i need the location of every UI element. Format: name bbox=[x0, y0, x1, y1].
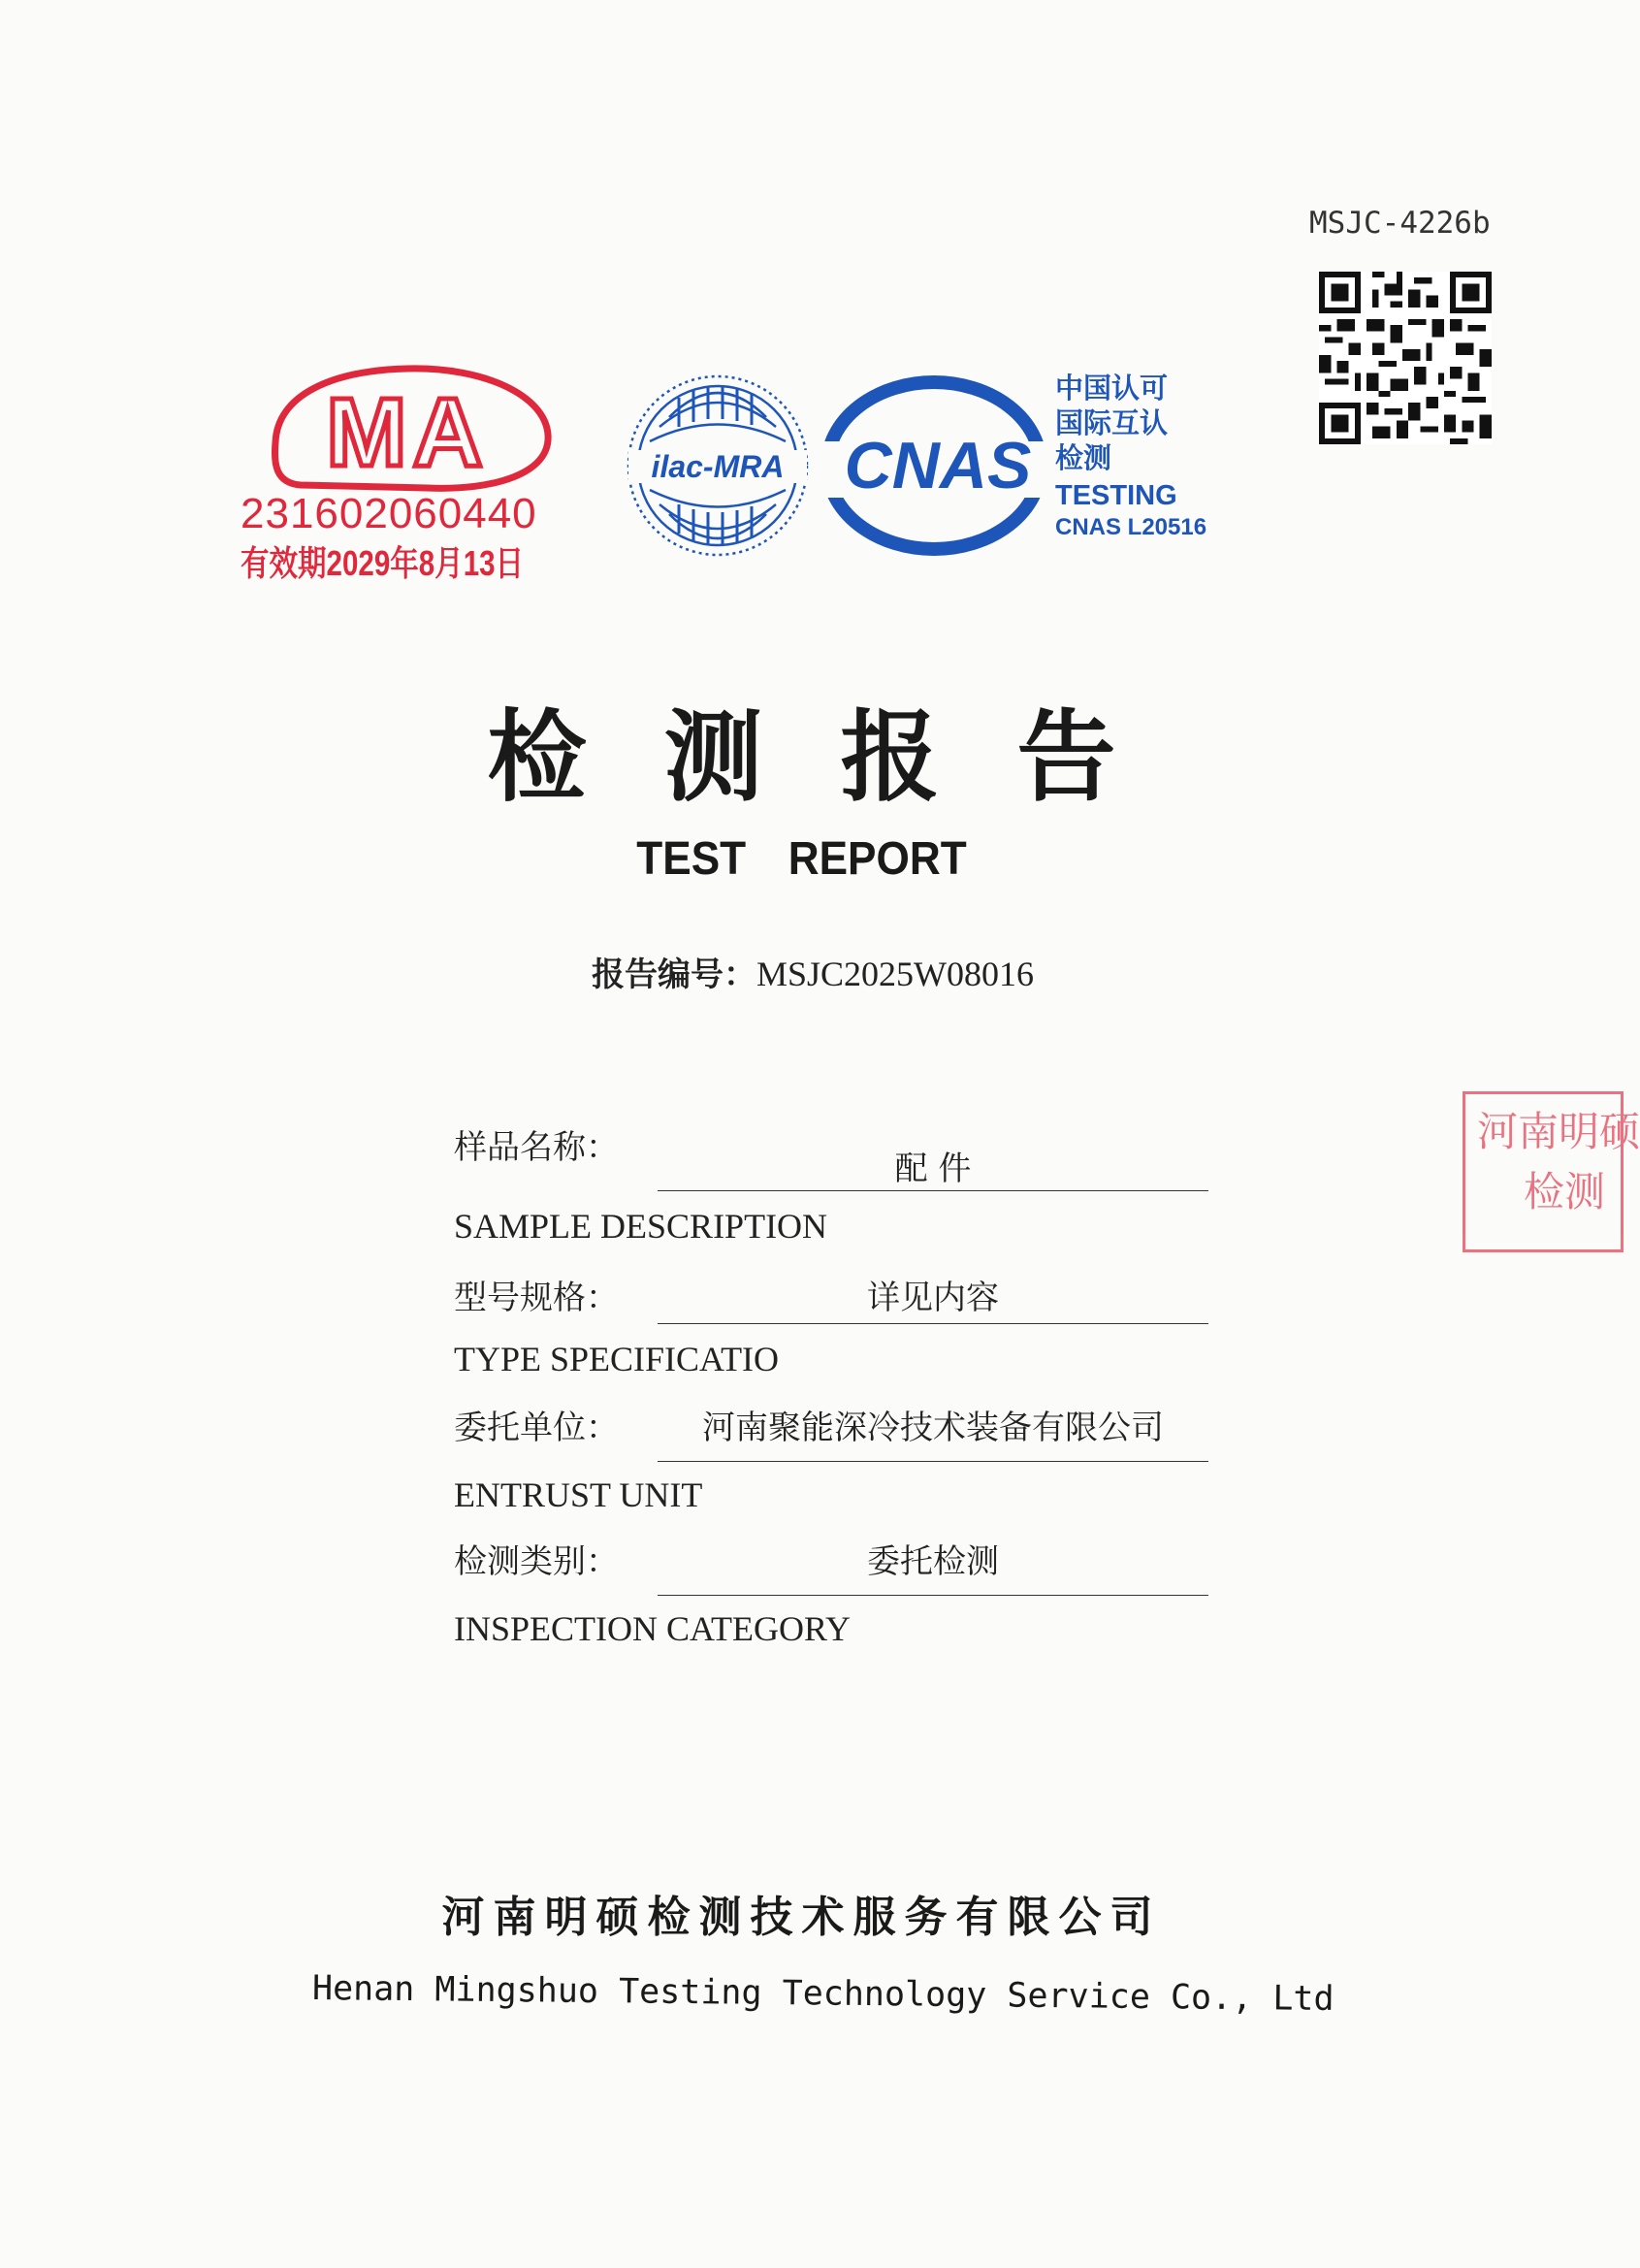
seal-line2: 检测 bbox=[1524, 1168, 1606, 1215]
cma-number: 231602060440 bbox=[241, 490, 537, 537]
field-value: 河南聚能深冷技术装备有限公司 bbox=[702, 1409, 1164, 1447]
cnas-mark: CNAS bbox=[844, 429, 1032, 502]
field-label-cn: 委托单位： bbox=[454, 1409, 619, 1447]
report-number bbox=[592, 948, 1034, 995]
cnas-line4: TESTING bbox=[1055, 480, 1177, 511]
field-underline bbox=[658, 1323, 1208, 1324]
seal-line1: 河南明硕 bbox=[1477, 1108, 1640, 1155]
field-value: 委托检测 bbox=[867, 1542, 999, 1581]
cnas-line2: 国际互认 bbox=[1055, 408, 1169, 439]
field-label-en: ENTRUST UNIT bbox=[454, 1475, 703, 1514]
field-label-en: INSPECTION CATEGORY bbox=[454, 1609, 852, 1648]
report-number-label: 报告编号： bbox=[592, 956, 756, 994]
company-seal bbox=[1463, 1091, 1640, 1252]
cnas-code: CNAS L20516 bbox=[1055, 514, 1207, 540]
company-name-cn: 河南明硕检测技术服务有限公司 bbox=[441, 1893, 1162, 1942]
cnas-line3: 检测 bbox=[1055, 443, 1112, 474]
field-label-en: SAMPLE DESCRIPTION bbox=[454, 1207, 828, 1246]
field-underline bbox=[658, 1595, 1208, 1596]
company-name-en: Henan Mingshuo Testing Technology Service Co., Ltd bbox=[311, 1969, 1335, 2020]
field-label-en: TYPE SPECIFICATIO bbox=[454, 1340, 780, 1378]
field-underline bbox=[658, 1190, 1208, 1191]
field-underline bbox=[658, 1461, 1208, 1462]
cma-validity: 有效期2029年8月13日 bbox=[241, 543, 525, 583]
cnas-line1: 中国认可 bbox=[1055, 373, 1169, 405]
report-title-cn: 检测报告 bbox=[487, 699, 1194, 816]
field-label-cn: 型号规格： bbox=[454, 1279, 619, 1317]
report-title-en: TEST REPORT bbox=[636, 833, 967, 885]
qr-code-icon bbox=[1319, 272, 1492, 444]
report-number-value: MSJC2025W08016 bbox=[756, 955, 1035, 993]
field-label-cn: 检测类别： bbox=[454, 1542, 619, 1581]
cnas-accreditation-text bbox=[1055, 372, 1210, 542]
cma-mark: MA bbox=[326, 378, 489, 487]
field-label-cn: 样品名称： bbox=[454, 1128, 619, 1167]
document-code: MSJC-4226b bbox=[1309, 206, 1491, 241]
field-value: 配 件 bbox=[894, 1150, 972, 1188]
field-value: 详见内容 bbox=[867, 1279, 999, 1317]
ilac-mra-logo-icon bbox=[621, 369, 815, 563]
ilac-mark: ilac-MRA bbox=[651, 449, 785, 484]
cnas-logo-icon bbox=[820, 373, 1057, 558]
